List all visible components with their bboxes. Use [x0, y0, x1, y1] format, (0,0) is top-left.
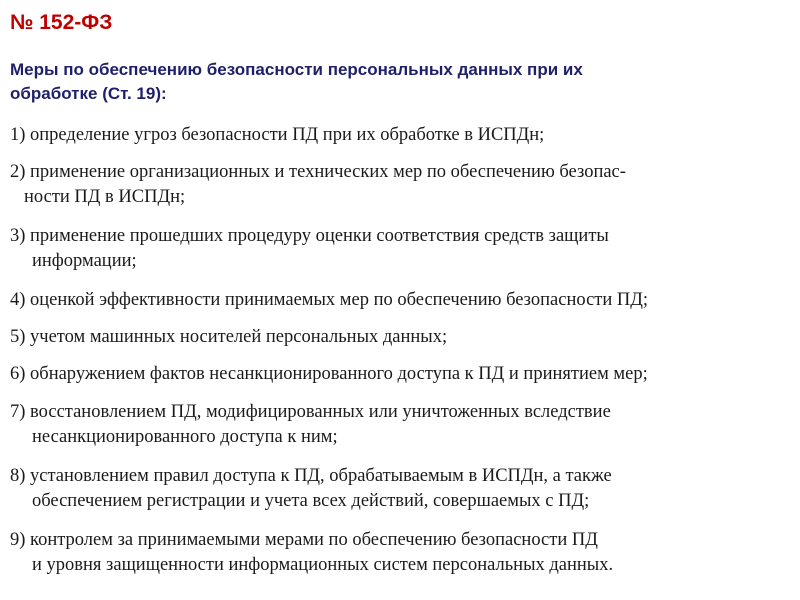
list-item-9 [10, 528, 795, 578]
section-heading-line-1: Меры по обеспечению безопасности персональных данных при их [10, 60, 583, 79]
list-item-5 [10, 325, 795, 350]
list-item-6 [10, 362, 795, 387]
list-item-1 [10, 123, 795, 148]
list-item-7 [10, 400, 795, 450]
list-item-8-line-1: 8) установлением правил доступа к ПД, обрабатываемым в ИСПДн, а также [10, 466, 612, 486]
list-item-1-line-1: 1) определение угроз безопасности ПД при их обработке в ИСПДн; [10, 125, 545, 145]
list-item-9-line-1: 9) контролем за принимаемыми мерами по обеспечению безопасности ПД [10, 530, 598, 550]
list-item-3-line-1: 3) применение прошедших процедуру оценки соответствия средств защиты [10, 226, 609, 246]
list-item-9-line-2: и уровня защищенности информационных систем персональных данных. [32, 555, 614, 575]
list-item-7-line-2: несанкционированного доступа к ним; [32, 427, 338, 447]
list-item-7-line-1: 7) восстановлением ПД, модифицированных или уничтоженных вследствие [10, 402, 611, 422]
list-item-4-line-1: 4) оценкой эффективности принимаемых мер по обеспечению безопасности ПД; [10, 290, 649, 310]
page-title: № 152-ФЗ [10, 11, 113, 34]
list-item-8 [10, 464, 795, 514]
list-item-2-line-2: ности ПД в ИСПДн; [24, 187, 186, 207]
list-item-5-line-1: 5) учетом машинных носителей персональных данных; [10, 327, 448, 347]
list-item-2-line-1: 2) применение организационных и технических мер по обеспечению безопас- [10, 162, 626, 182]
list-item-8-line-2: обеспечением регистрации и учета всех действий, совершаемых с ПД; [32, 491, 590, 511]
section-heading-line-2: обработке (Ст. 19): [10, 84, 167, 103]
list-item-3-line-2: информации; [32, 251, 137, 271]
list-item-2 [10, 160, 795, 210]
section-heading [10, 58, 770, 106]
list-item-3 [10, 224, 795, 274]
list-item-6-line-1: 6) обнаружением фактов несанкционированного доступа к ПД и принятием мер; [10, 364, 648, 384]
list-item-4 [10, 288, 795, 313]
